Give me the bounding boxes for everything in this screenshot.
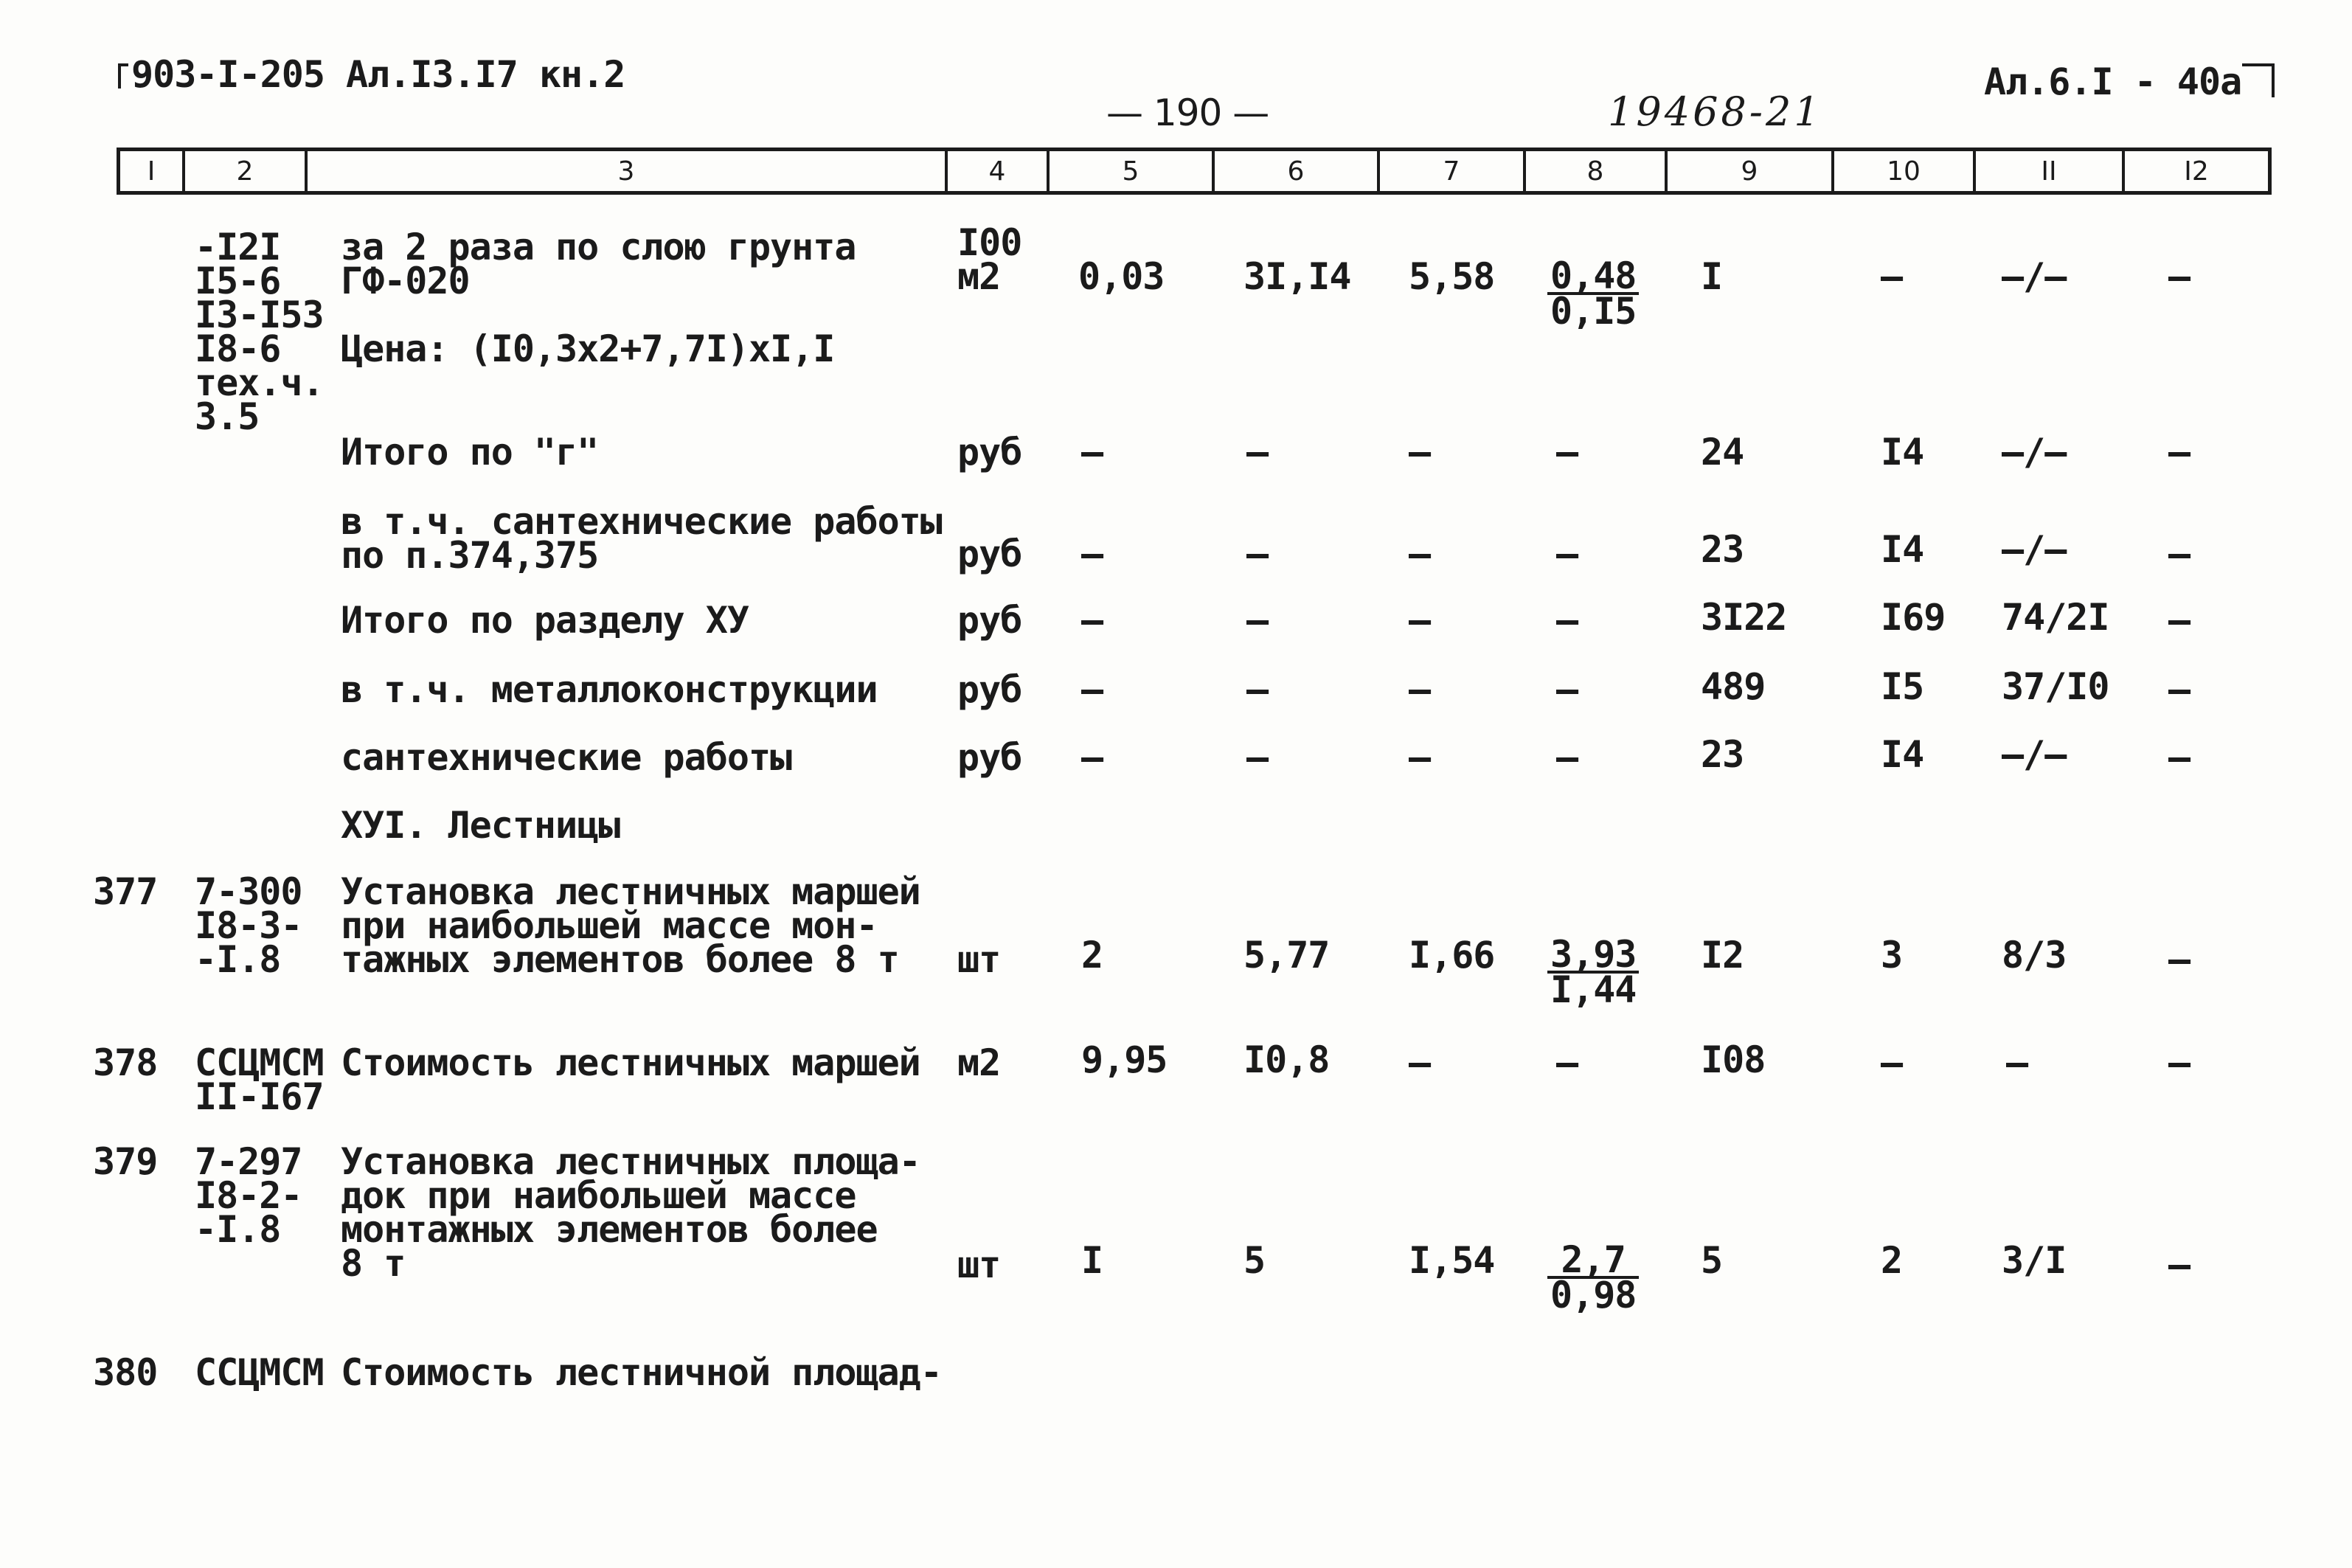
cell-col9: 23 <box>1701 528 1744 571</box>
item-number: 379 <box>93 1140 158 1183</box>
section-heading: ХУI. Лестницы <box>341 804 620 847</box>
cell-col10: I4 <box>1881 733 1924 776</box>
item-code: -I2I I5-6 I3-I53 I8-6 тех.ч. 3.5 <box>195 226 324 438</box>
cell-col10: I4 <box>1881 528 1924 571</box>
corner-mark-left <box>118 63 128 89</box>
cell-col10: – <box>1881 1041 1903 1084</box>
column-header: 8 <box>1526 151 1668 191</box>
cell-col9: 24 <box>1701 431 1744 473</box>
cell-col7: – <box>1409 533 1431 575</box>
cell-col8: – <box>1556 533 1578 575</box>
cell-col6: – <box>1246 668 1269 711</box>
cell-col12: – <box>2168 533 2190 575</box>
column-header: 2 <box>185 151 308 191</box>
item-code: ССЦМСМ <box>195 1351 324 1394</box>
item-number: 380 <box>93 1351 158 1394</box>
cell-col5: – <box>1081 431 1103 473</box>
cell-col10: I5 <box>1881 665 1924 708</box>
cell-col7: – <box>1409 431 1431 473</box>
price-formula: Цена: (I0,3x2+7,7I)xI,I <box>341 327 835 370</box>
cell-col11: 37/I0 <box>2002 665 2109 708</box>
unit: руб <box>957 533 1022 575</box>
cell-col12: – <box>2168 668 2190 711</box>
item-description: за 2 раза по слою грунта ГФ-020 <box>341 226 856 302</box>
inventory-number: 19468-21 <box>1608 89 1822 135</box>
cell-col12: – <box>2168 938 2190 981</box>
column-header: II <box>1976 151 2125 191</box>
cell-col5: 0,03 <box>1078 255 1165 298</box>
cell-col9: 5 <box>1701 1239 1723 1282</box>
unit: шт <box>957 938 1001 981</box>
cell-col7: – <box>1409 599 1431 642</box>
cell-col11: 8/3 <box>2002 934 2067 976</box>
cell-col12: – <box>2168 255 2190 298</box>
cell-col10: I4 <box>1881 431 1924 473</box>
cell-col7: – <box>1409 668 1431 711</box>
column-header: 9 <box>1668 151 1834 191</box>
cell-col11: –/– <box>2002 733 2067 776</box>
item-description: Стоимость лестничной площад- <box>341 1351 942 1394</box>
cell-col8-fraction: $\frac{0,48}{0,I5}$ <box>1547 260 1639 327</box>
page-number: — 190 — <box>1106 91 1269 134</box>
unit: м2 <box>957 1041 1001 1084</box>
cell-col5: I <box>1081 1239 1103 1282</box>
unit: руб <box>957 736 1022 779</box>
cell-col6: 5 <box>1243 1239 1266 1282</box>
cell-col5: – <box>1081 599 1103 642</box>
unit: руб <box>957 668 1022 711</box>
column-header: I <box>120 151 185 191</box>
cell-col6: – <box>1246 431 1269 473</box>
total-label: Итого по "г" <box>341 431 599 473</box>
total-label: в т.ч. металлоконструкции <box>341 668 878 711</box>
cell-col8: – <box>1556 736 1578 779</box>
cell-col11: –/– <box>2002 528 2067 571</box>
unit: руб <box>957 599 1022 642</box>
total-label: в т.ч. сантехнические работы по п.374,375 <box>341 500 942 577</box>
cell-col11: –/– <box>2002 255 2067 298</box>
cell-col9: I2 <box>1701 934 1744 976</box>
cell-col10: – <box>1881 255 1903 298</box>
cell-col6: – <box>1246 736 1269 779</box>
cell-col5: 9,95 <box>1081 1038 1168 1081</box>
item-description: Стоимость лестничных маршей <box>341 1041 920 1084</box>
cell-col7: – <box>1409 1041 1431 1084</box>
cell-col10: 3 <box>1881 934 1903 976</box>
cell-col6: – <box>1246 599 1269 642</box>
cell-col5: – <box>1081 736 1103 779</box>
column-header: 5 <box>1050 151 1215 191</box>
column-header: 3 <box>308 151 948 191</box>
cell-col12: – <box>2168 599 2190 642</box>
unit: шт <box>957 1243 1001 1286</box>
total-label: Итого по разделу ХУ <box>341 599 749 642</box>
column-header: 7 <box>1380 151 1526 191</box>
total-label: сантехнические работы <box>341 736 792 779</box>
cell-col12: – <box>2168 736 2190 779</box>
cell-col10: 2 <box>1881 1239 1903 1282</box>
cell-col7: I,54 <box>1409 1239 1495 1282</box>
cell-col7: – <box>1409 736 1431 779</box>
cell-col12: – <box>2168 1243 2190 1286</box>
cell-col11: 74/2I <box>2002 596 2109 639</box>
item-description: Установка лестничных площа- док при наибольшей массе монтажных элементов более 8 т <box>341 1140 920 1285</box>
cell-col6: I0,8 <box>1243 1038 1330 1081</box>
unit: I00 м2 <box>957 221 1022 298</box>
cell-col12: – <box>2168 1041 2190 1084</box>
item-code: 7-297 I8-2- -I.8 <box>195 1140 302 1251</box>
cell-col5: – <box>1081 533 1103 575</box>
column-header-row <box>117 148 2272 195</box>
cell-col8: – <box>1556 431 1578 473</box>
cell-col9: I <box>1701 255 1723 298</box>
cell-col10: I69 <box>1881 596 1946 639</box>
cell-col5: – <box>1081 668 1103 711</box>
cell-col9: 23 <box>1701 733 1744 776</box>
sheet-code: Ал.6.I - 40а <box>1984 60 2242 103</box>
item-code: ССЦМСМ II-I67 <box>195 1041 324 1118</box>
cell-col11: –/– <box>2002 431 2067 473</box>
cell-col8-fraction: $\frac{3,93}{I,44}$ <box>1547 938 1639 1006</box>
column-header: I2 <box>2184 156 2209 187</box>
cell-col8: – <box>1556 1041 1578 1084</box>
cell-col7: 5,58 <box>1409 255 1495 298</box>
cell-col5: 2 <box>1081 934 1103 976</box>
cell-col11: 3/I <box>2002 1239 2067 1282</box>
item-code: 7-300 I8-3- -I.8 <box>195 870 302 981</box>
cell-col7: I,66 <box>1409 934 1495 976</box>
column-header: 6 <box>1215 151 1380 191</box>
cell-col12: – <box>2168 431 2190 473</box>
unit: руб <box>957 431 1022 473</box>
cell-col9: 3I22 <box>1701 596 1787 639</box>
cell-col6: – <box>1246 533 1269 575</box>
cell-col8: – <box>1556 668 1578 711</box>
cell-col6: 5,77 <box>1243 934 1330 976</box>
cell-col8: – <box>1556 599 1578 642</box>
cell-col8-fraction: $\frac{2,7}{0,98}$ <box>1547 1243 1639 1311</box>
item-number: 377 <box>93 870 158 913</box>
column-header: 10 <box>1834 151 1976 191</box>
document-code: 903-I-205 Ал.I3.I7 кн.2 <box>131 53 625 96</box>
cell-col11: – <box>2006 1041 2028 1084</box>
item-number: 378 <box>93 1041 158 1084</box>
cell-col9: 489 <box>1701 665 1766 708</box>
cell-col9: I08 <box>1701 1038 1766 1081</box>
column-header: 4 <box>948 151 1050 191</box>
item-description: Установка лестничных маршей при наибольшей массе мон- тажных элементов более 8 т <box>341 870 920 981</box>
cell-col6: 3I,I4 <box>1243 255 1351 298</box>
corner-mark-right <box>2242 63 2275 97</box>
